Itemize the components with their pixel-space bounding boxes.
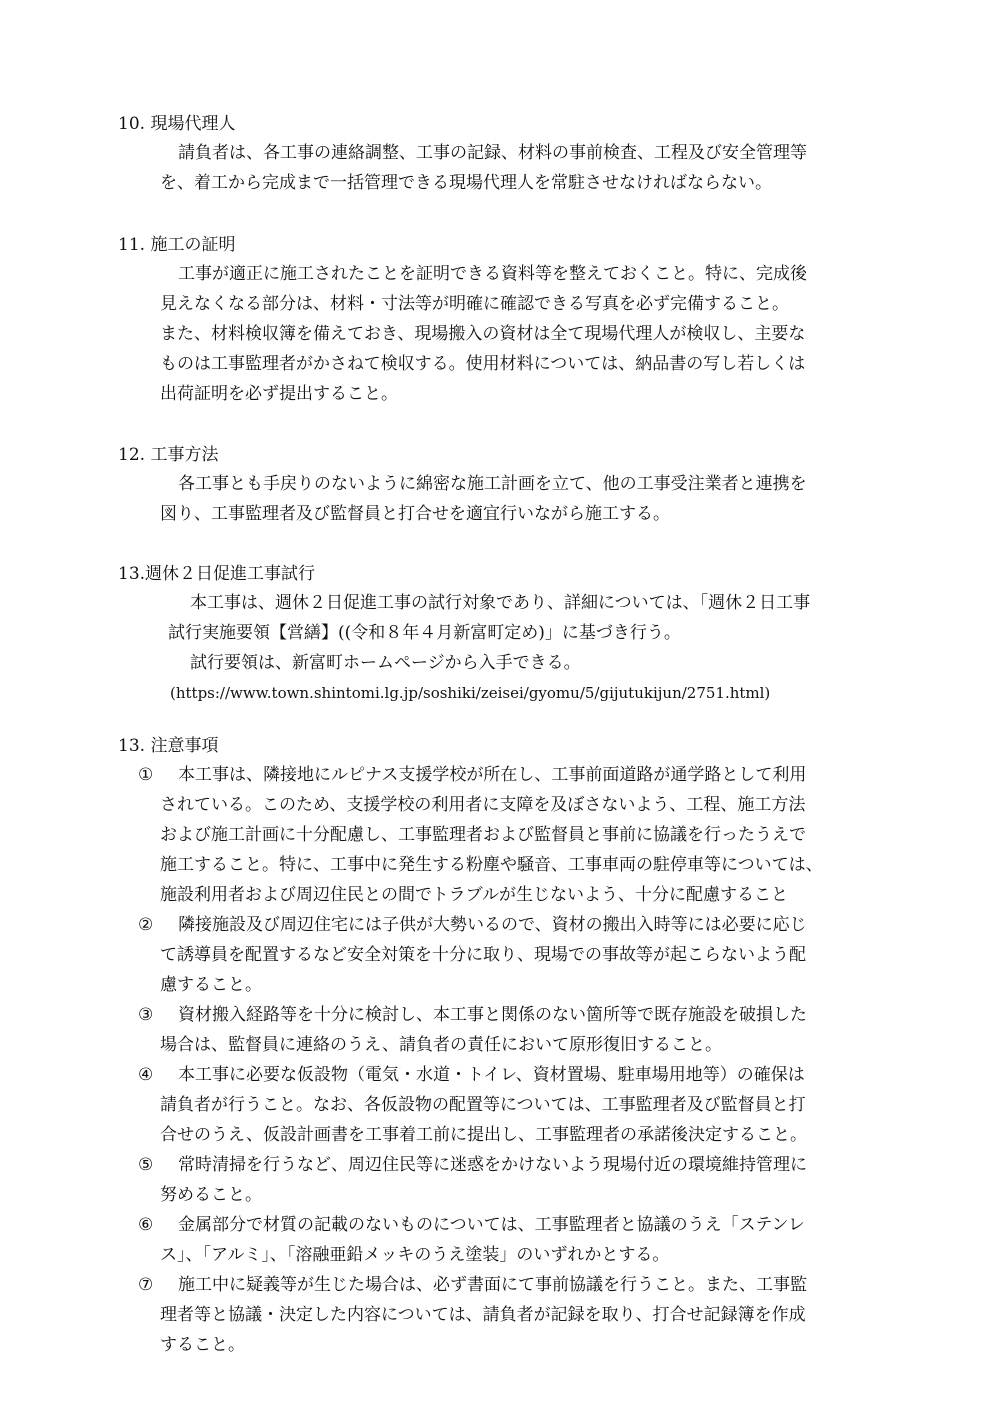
item-number: ④ [138,1065,154,1085]
section-heading: 13. 注意事項 [118,736,219,756]
item-line: 努めること。 [160,1185,262,1205]
item-line: 資材搬入経路等を十分に検討し、本工事と関係のない箇所等で既存施設を破損した [178,1005,807,1025]
item-line: 請負者が行うこと。なお、各仮設物の配置等については、工事監理者及び監督員と打 [160,1095,806,1115]
section-body [118,138,938,198]
section-body [118,588,938,708]
body-line: 請負者は、各工事の連絡調整、工事の記録、材料の事前検査、工程及び安全管理等 [178,143,807,163]
precaution-item-4 [118,1060,938,1150]
item-number: ⑦ [138,1275,154,1295]
item-number: ③ [138,1005,154,1025]
body-line: を、着工から完成まで一括管理できる現場代理人を常駐させなければならない。 [160,173,772,193]
precaution-item-5 [118,1150,938,1210]
body-line: 試行要領は、新富町ホームページから入手できる。 [190,653,581,673]
item-line: 隣接施設及び周辺住宅には子供が大勢いるので、資材の搬出入時等には必要に応じ [178,915,807,935]
item-line: て誘導員を配置するなど安全対策を十分に取り、現場での事故等が起こらないよう配 [160,945,806,965]
item-number: ⑤ [138,1155,154,1175]
precaution-item-2 [118,910,938,1000]
item-number: ⑥ [138,1215,154,1235]
reference-url: (https://www.town.shintomi.lg.jp/soshiki/zeisei/gyomu/5/gijutukijun/2751.html) [170,684,771,702]
item-line: されている。このため、支援学校の利用者に支障を及ぼさないよう、工程、施工方法 [160,795,806,815]
item-line: 施設利用者および周辺住民との間でトラブルが生じないよう、十分に配慮すること [160,885,788,905]
item-line: 本工事は、隣接地にルピナス支援学校が所在し、工事前面道路が通学路として利用 [178,765,807,785]
section-body [118,259,938,409]
item-line: 金属部分で材質の記載のないものについては、工事監理者と協議のうえ「ステンレ [178,1215,806,1235]
item-line: 合せのうえ、仮設計画書を工事着工前に提出し、工事監理者の承諾後決定すること。 [160,1125,808,1145]
precaution-item-1 [118,760,938,910]
item-line: すること。 [160,1335,245,1355]
item-line: および施工計画に十分配慮し、工事監理者および監督員と事前に協議を行ったうえで [160,825,806,845]
section-construction-proof [118,231,938,409]
section-site-agent [118,110,938,198]
item-line: ス」、「アルミ」、「溶融亜鉛メッキのうえ塗装」のいずれかとする。 [160,1245,670,1265]
item-line: 理者等と協議・決定した内容については、請負者が記録を取り、打合せ記録簿を作成 [160,1305,806,1325]
precaution-item-7 [118,1270,938,1360]
item-number: ① [138,765,154,785]
item-number: ② [138,915,154,935]
item-line: 場合は、監督員に連絡のうえ、請負者の責任において原形復旧すること。 [160,1035,723,1055]
item-line: 施工すること。特に、工事中に発生する粉塵や騒音、工事車両の駐停車等については、 [160,855,823,875]
body-line: 出荷証明を必ず提出すること。 [160,384,398,404]
precaution-item-6 [118,1210,938,1270]
body-line: 各工事とも手戻りのないように綿密な施工計画を立て、他の工事受注業者と連携を [178,474,807,494]
section-heading: 12. 工事方法 [118,445,219,465]
section-precautions [118,732,938,1360]
item-line: 常時清掃を行うなど、周辺住民等に迷惑をかけないよう現場付近の環境維持管理に [178,1155,807,1175]
section-two-day-weekend-trial [118,560,938,708]
precaution-item-3 [118,1000,938,1060]
body-line: 図り、工事監理者及び監督員と打合せを適宜行いながら施工する。 [160,504,670,524]
body-line: 工事が適正に施工されたことを証明できる資料等を整えておくこと。特に、完成後 [178,264,807,284]
section-body [118,469,938,529]
body-line: 見えなくなる部分は、材料・寸法等が明確に確認できる写真を必ず完備すること。 [160,294,789,314]
section-construction-method [118,441,938,529]
body-line: 本工事は、週休２日促進工事の試行対象であり、詳細については、「週休２日工事 [190,593,811,613]
body-line: ものは工事監理者がかさねて検収する。使用材料については、納品書の写し若しくは [160,354,806,374]
section-heading: 11. 施工の証明 [118,235,236,255]
section-heading: 10. 現場代理人 [118,114,236,134]
body-line: また、材料検収簿を備えておき、現場搬入の資材は全て現場代理人が検収し、主要な [160,324,806,344]
item-line: 慮すること。 [160,975,262,995]
item-line: 本工事に必要な仮設物（電気・水道・トイレ、資材置場、駐車場用地等）の確保は [178,1065,805,1085]
section-heading: 13.週休２日促進工事試行 [118,564,316,584]
item-line: 施工中に疑義等が生じた場合は、必ず書面にて事前協議を行うこと。また、工事監 [178,1275,807,1295]
body-line: 試行実施要領【営繕】((令和８年４月新富町定め)」に基づき行う。 [168,623,681,643]
